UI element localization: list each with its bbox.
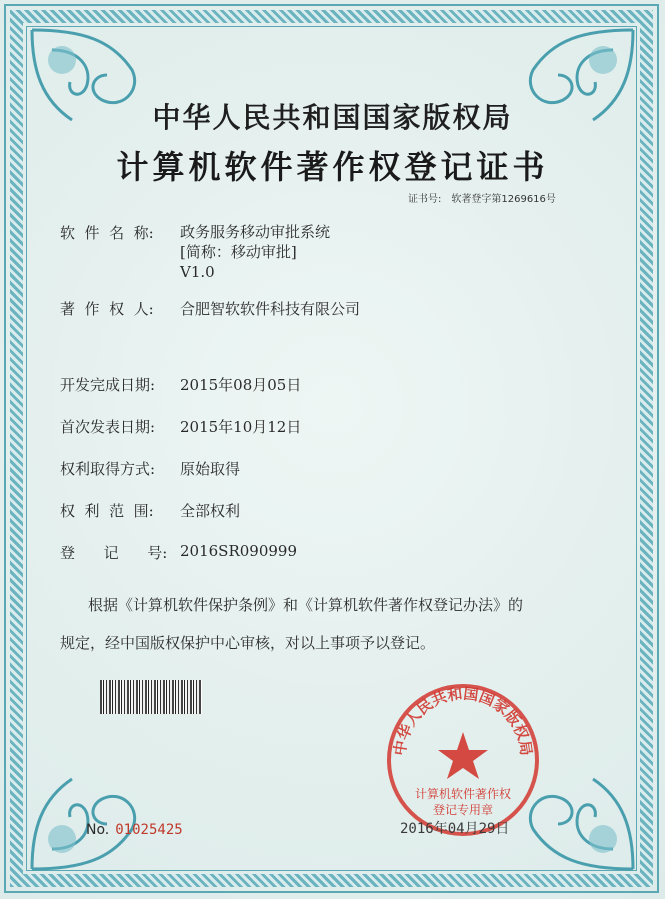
certificate-number-value: 软著登字第1269616号: [451, 194, 556, 205]
owner-value: 合肥智软软件科技有限公司: [180, 300, 361, 318]
registration-statement: [60, 586, 620, 662]
field-software-name: [60, 222, 330, 282]
certificate-title: 计算机软件著作权登记证书: [116, 148, 549, 186]
dev-date-label: 开发完成日期:: [60, 376, 156, 394]
software-short-name: [简称：移动审批]: [180, 243, 297, 261]
software-version: V1.0: [180, 263, 215, 281]
rights-scope-label: 权 利 范 围:: [60, 502, 154, 520]
seal-inner-line-2: 登记专用章: [432, 803, 494, 817]
barcode: [100, 680, 202, 714]
serial-value: 01025425: [115, 822, 183, 838]
registration-number-value: 2016SR090999: [180, 542, 298, 560]
field-acquire-method: [60, 458, 240, 479]
field-registration-number: [60, 542, 297, 563]
certificate-number: [408, 190, 556, 205]
software-name-label: 软 件 名 称:: [60, 224, 154, 242]
official-seal: [383, 680, 543, 840]
issuing-authority: 中华人民共和国国家版权局: [152, 101, 513, 134]
field-owner: [60, 298, 360, 319]
serial-label: No.: [86, 822, 110, 838]
seal-inner-line-1: 计算机软件著作权: [414, 787, 512, 801]
field-dev-date: [60, 374, 301, 395]
pub-date-label: 首次发表日期:: [60, 418, 156, 436]
software-name-value: 政务服务移动审批系统: [180, 223, 331, 241]
statement-line-1: 根据《计算机软件保护条例》和《计算机软件著作权登记办法》的: [88, 596, 524, 614]
acquire-method-value: 原始取得: [180, 460, 241, 478]
issue-date: 2016年04月29日: [400, 821, 510, 837]
rights-scope-value: 全部权利: [180, 502, 241, 520]
dev-date-value: 2015年08月05日: [180, 376, 302, 394]
registration-number-label: 登 记 号:: [60, 544, 168, 562]
statement-line-2: 规定，经中国版权保护中心审核，对以上事项予以登记。: [60, 634, 436, 652]
seal-ring-text: 中华人民共和国国家版权局: [390, 684, 536, 757]
field-rights-scope: [60, 500, 240, 521]
owner-label: 著 作 权 人:: [60, 300, 154, 318]
pub-date-value: 2015年10月12日: [180, 418, 302, 436]
serial-number: [86, 822, 183, 838]
certificate-number-label: 证书号:: [408, 194, 442, 205]
acquire-method-label: 权利取得方式:: [60, 460, 156, 478]
field-pub-date: [60, 416, 301, 437]
